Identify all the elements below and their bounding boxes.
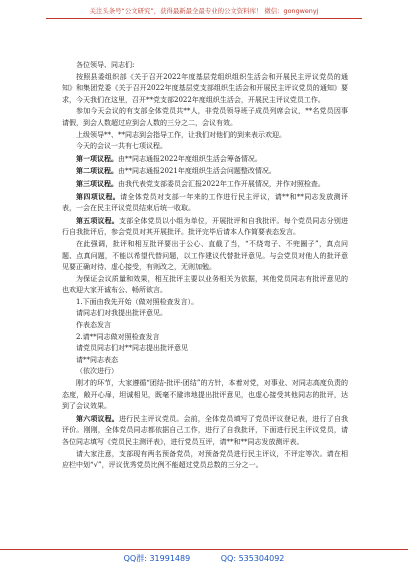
agenda-item-5-text: 支部全体党员以小组为单位，开展批评和自我批评。每个党员同志分别进行自我批评后，参会党员对其开展批评。批评完毕后请本人作简要表态发言。 <box>62 216 349 237</box>
agenda-item-3 <box>62 178 348 191</box>
header-banner: 关注头条号“公文研究”，获得最新最全最专业的公文资料库！ 微信：gongwenyj <box>46 6 362 19</box>
agenda-item-1-label: 第一项议程。 <box>76 153 118 163</box>
agenda-item-6-text: 进行民主评议党员。会前，全体党员填写了党员评议登记表，进行了自我评价。刚刚，全体党员同志都依据自己工作，进行了自我批评，下面进行民主评议党员，请各位同志填写《党员民主测评表》，进行党员互评，请**和**同志发放测评表。 <box>62 414 349 446</box>
agenda-item-3-text: 由我代表党支部委员会汇报2022年工作开展情况，并作对照检查。 <box>118 179 325 188</box>
agenda-item-5 <box>62 215 348 239</box>
agenda-item-6-label: 第六项议程。 <box>76 413 119 423</box>
agenda-item-2-text: 由**同志通报2021年度组织生活会问题整改情况。 <box>118 167 276 176</box>
paragraph-summary: 刚才的环节，大家遵循“团结-批评-团结”的方针，本着对党，对事业、对同志高度负责的态度，敞开心扉，坦诚相见，既毫不避讳地提出批评意见，也虚心接受其他同志的批评，达到了会议效果。 <box>62 379 348 411</box>
agenda-item-2-label: 第二项议程。 <box>76 166 118 176</box>
agenda-item-3-label: 第三项议程。 <box>76 178 118 188</box>
footer-qq: QQ: 535304092 <box>220 554 285 563</box>
document-body <box>62 60 348 472</box>
step-2a: 请党员同志们对**同志提出批评意见 <box>76 344 188 353</box>
paragraph-intro-3: 上级领导**、**同志到会指导工作，让我们对他们的到来表示欢迎。 <box>76 130 286 139</box>
footer-contact <box>0 549 408 565</box>
agenda-item-6 <box>62 413 348 449</box>
salutation: 各位领导、同志们: <box>76 61 135 69</box>
paragraph-intro-1: 按照县委组织部《关于召开2022年度基层党组织组织生活会和开展民主评议党员的通知》和集团党委《关于召开2022年度基层党支部组织生活会和开展民主评议党员的通知》要求，今天我们在这里，召开**党支部2022年度组织生活会，开展民主评议党员工作。 <box>62 72 348 104</box>
agenda-item-2 <box>62 165 348 178</box>
agenda-item-4-text: 请全体党员对支部一年来的工作进行民主评议，请**和**同志发放测评表，一会在民主评议党员结束后统一收取。 <box>62 192 349 213</box>
paragraph-item-6-note: 请大家注意，支部现有两名预备党员，对预备党员进行民主评议，不评定等次。请在相应栏中划“√”，评议优秀党员比例不能超过党员总数的三分之一。 <box>62 449 348 470</box>
step-note: （依次进行） <box>76 367 118 376</box>
paragraph-intro-2: 参加今天会议的有支部全体党员共**人，非党员领导班子成员列席会议，**名党员因事请假，到会人数超过应到会人数的三分之二，会议有效。 <box>62 107 348 127</box>
step-2b: 请**同志表态 <box>76 355 118 364</box>
agenda-item-1 <box>62 153 348 166</box>
footer-qq-group: QQ群: 31991489 <box>123 554 191 563</box>
step-1a: 请同志们对我提出批评意见。 <box>76 309 167 318</box>
agenda-item-4 <box>62 191 348 215</box>
paragraph-item-5-rules: 在此强调，批评和相互批评要出于公心、直截了当，“不绕弯子、不兜圈子”，真点问题、点真问题，不能以希望代替问题，以工作建议代替批评意见。与会党员对他人的批评意见要正确对待、虚心接受，有则改之，无则加勉。 <box>62 239 348 272</box>
agenda-item-5-label: 第五项议程。 <box>76 215 119 225</box>
agenda-item-1-text: 由**同志通报2022年度组织生活会筹备情况。 <box>118 154 262 163</box>
paragraph-agenda-intro: 今天的会议一共有七项议程。 <box>76 142 167 151</box>
paragraph-item-5-basis: 为保证会议质量和效果，相互批评主要以业务相关为依据，其他党员同志有批评意见的也欢迎大家开诚布公、畅所欲言。 <box>62 274 348 295</box>
step-2: 2.请**同志做对照检查发言 <box>76 332 160 341</box>
agenda-item-4-label: 第四项议程。 <box>76 191 121 201</box>
step-1b: 作表态发言 <box>76 321 111 330</box>
step-1: 1.下面由我先开始（做对照检查发言）。 <box>76 297 199 306</box>
